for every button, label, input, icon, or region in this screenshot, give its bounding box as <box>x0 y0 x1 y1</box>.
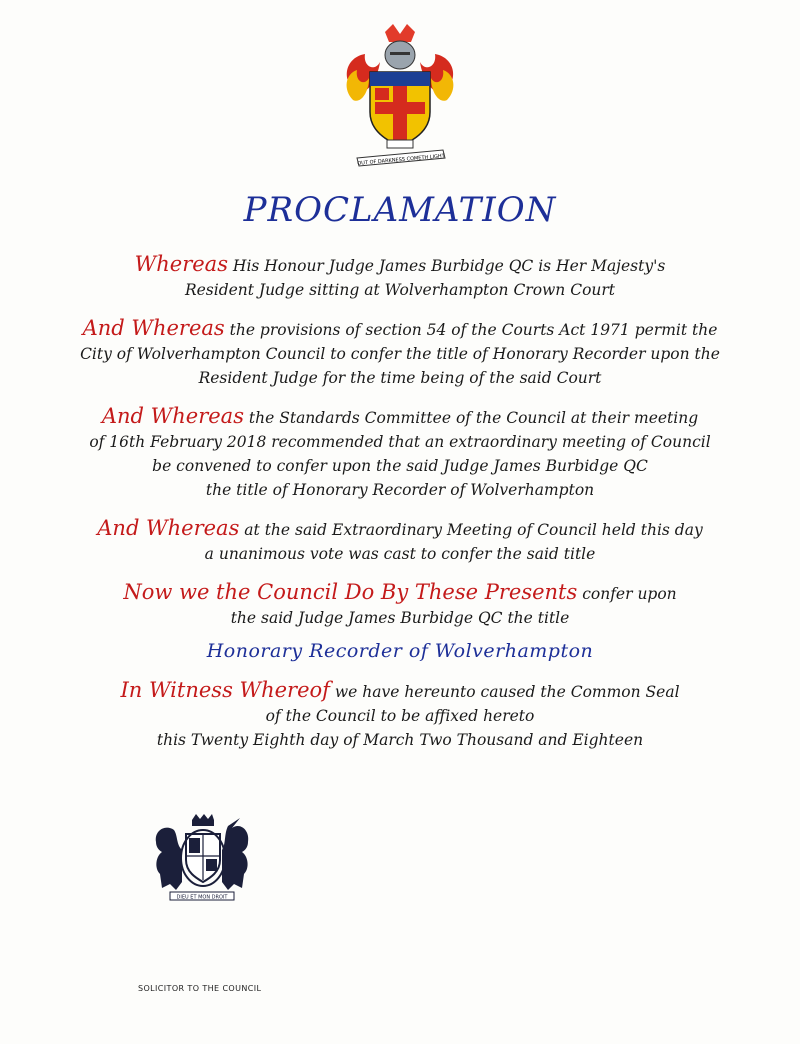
paragraph-lead: And Whereas <box>101 404 244 428</box>
paragraph-line: of 16th February 2018 recommended that an extraordinary meeting of Council <box>89 433 711 451</box>
coat-of-arms-icon <box>335 22 465 172</box>
paragraph-line: confer upon <box>582 585 677 603</box>
paragraph-line: the Standards Committee of the Council at their meeting <box>248 409 699 427</box>
paragraph-line: be convened to confer upon the said Judge James Burbidge QC <box>152 457 648 475</box>
paragraph-1 <box>40 252 760 302</box>
paragraph-line: a unanimous vote was cast to confer the said title <box>204 545 596 563</box>
witness-paragraph <box>40 678 760 752</box>
paragraph-lead: Whereas <box>134 252 228 276</box>
paragraph-2 <box>40 316 760 390</box>
paragraph-line: Resident Judge sitting at Wolverhampton Crown Court <box>184 281 616 299</box>
paragraph-4 <box>40 516 760 566</box>
paragraph-3 <box>40 404 760 502</box>
paragraph-lead: Now we the Council Do By These Presents <box>123 580 578 604</box>
honorary-title: Honorary Recorder of Wolverhampton <box>206 640 594 662</box>
paragraph-line: the title of Honorary Recorder of Wolverhampton <box>205 481 595 499</box>
paragraph-line: Resident Judge for the time being of the said Court <box>198 369 602 387</box>
paragraph-line: His Honour Judge James Burbidge QC is Her Majesty's <box>232 257 666 275</box>
paragraph-line: the provisions of section 54 of the Courts Act 1971 permit the <box>229 321 718 339</box>
paragraph-line: we have hereunto caused the Common Seal <box>334 683 680 701</box>
paragraph-line: at the said Extraordinary Meeting of Council held this day <box>244 521 703 539</box>
paragraph-lead: And Whereas <box>97 516 240 540</box>
arms-motto: DIEU ET MON DROIT <box>176 894 228 901</box>
proclamation-body <box>40 252 760 766</box>
signature-label: SOLICITOR TO THE COUNCIL <box>138 984 262 993</box>
paragraph-line: City of Wolverhampton Council to confer the title of Honorary Recorder upon the <box>80 345 720 363</box>
paragraph-line: the said Judge James Burbidge QC the title <box>230 609 570 627</box>
royal-coat-of-arms-icon <box>148 812 256 904</box>
crest-motto: OUT OF DARKNESS COMETH LIGHT <box>357 153 446 167</box>
page-title: PROCLAMATION <box>243 190 557 230</box>
paragraph-line: of the Council to be affixed hereto <box>265 707 535 725</box>
paragraph-lead: And Whereas <box>82 316 225 340</box>
paragraph-5 <box>40 580 760 630</box>
paragraph-line: this Twenty Eighth day of March Two Thousand and Eighteen <box>156 731 644 749</box>
paragraph-lead: In Witness Whereof <box>120 678 330 702</box>
